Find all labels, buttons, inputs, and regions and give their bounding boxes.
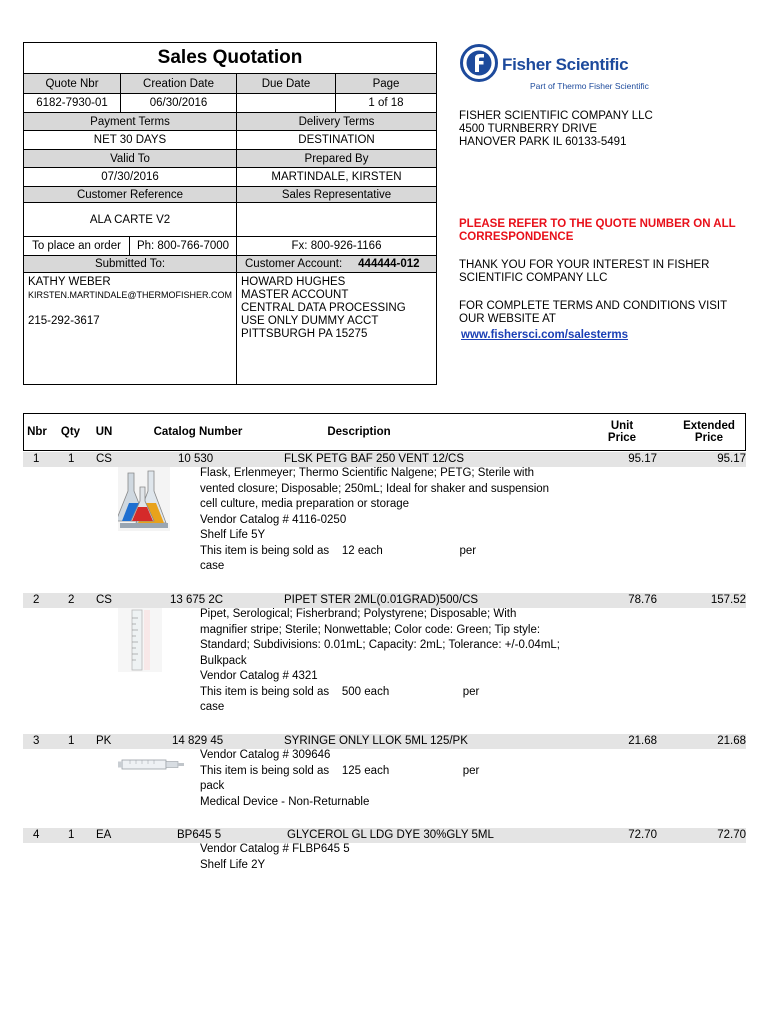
item-extended-price: 157.52	[710, 594, 746, 606]
page-value: 1 of 18	[368, 97, 404, 109]
fisher-logo-icon	[460, 44, 498, 82]
item-un: PK	[96, 735, 112, 747]
item-unit-price: 95.17	[628, 453, 657, 465]
col-unit-price	[594, 414, 650, 450]
sales-rep-value	[237, 203, 436, 236]
item-qty: 1	[68, 453, 75, 465]
delivery-terms-label: Delivery Terms	[298, 115, 375, 128]
terms-line: FOR COMPLETE TERMS AND CONDITIONS VISIT	[459, 300, 728, 312]
customer-reference-label: Customer Reference	[24, 187, 237, 202]
customer-account-value: 444444-012	[358, 258, 420, 270]
item-description	[200, 466, 549, 575]
quote-header-row	[24, 73, 436, 93]
correspondence-notice	[459, 218, 736, 244]
item-detail-line: Vendor Catalog # 4321	[200, 670, 318, 682]
item-detail-line: Vendor Catalog # FLBP645 5	[200, 843, 350, 855]
item-un: EA	[96, 829, 112, 841]
item-detail-line: magnifier stripe; Sterile; Nonwettable; Color code: Green; Tip style:	[200, 623, 541, 636]
item-title: PIPET STER 2ML(0.01GRAD)500/CS	[284, 594, 479, 606]
item-catalog: 14 829 45	[172, 735, 224, 747]
company-address-line: HANOVER PARK IL 60133-5491	[459, 136, 627, 148]
quote-nbr-value: 6182-7930-01	[24, 94, 121, 112]
col-description: Description	[327, 426, 391, 438]
notice-line: CORRESPONDENCE	[459, 231, 574, 243]
col-un: UN	[95, 426, 113, 438]
address-line: USE ONLY DUMMY ACCT	[241, 315, 379, 327]
company-address-line: FISHER SCIENTIFIC COMPANY LLC	[459, 110, 653, 122]
quote-header-box	[23, 42, 437, 385]
table-row	[23, 828, 746, 843]
contact-name: KATHY WEBER	[28, 276, 111, 288]
terms-link-wrap	[461, 329, 628, 342]
item-detail-line: cell culture, media preparation or storage	[200, 498, 410, 510]
quote-title-row	[24, 43, 436, 73]
logo-subtitle: Part of Thermo Fisher Scientific	[530, 81, 649, 91]
item-detail-line: case	[200, 701, 225, 713]
pipet-image-icon	[118, 608, 162, 672]
item-unit-price: 72.70	[628, 829, 657, 841]
item-detail-line: Shelf Life 2Y	[200, 858, 266, 871]
item-description	[200, 842, 350, 873]
contact-email: KIRSTEN.MARTINDALE@THERMOFISHER.COM	[28, 290, 232, 300]
col-nbr: Nbr	[27, 426, 47, 438]
creation-date-label: Creation Date	[121, 74, 237, 93]
table-row	[23, 593, 746, 608]
thanks-line: THANK YOU FOR YOUR INTEREST IN FISHER	[459, 259, 710, 271]
reference-values-row	[24, 202, 436, 236]
col-extended-price-line: Price	[694, 432, 724, 444]
col-extended-price-line: Extended	[683, 420, 735, 432]
item-detail-line: case	[200, 560, 225, 572]
col-unit-price-line: Price	[607, 432, 637, 444]
col-qty: Qty	[60, 426, 81, 438]
address-line: MASTER ACCOUNT	[241, 289, 349, 301]
order-label: To place an order	[24, 237, 130, 255]
valid-values-row	[24, 167, 436, 186]
thank-you-note	[459, 259, 709, 285]
creation-date-value: 06/30/2016	[121, 94, 237, 112]
contact-phone: 215-292-3617	[28, 315, 100, 327]
col-extended-price	[674, 414, 744, 450]
item-description	[200, 607, 560, 716]
item-unit-price: 21.68	[628, 735, 657, 747]
flask-image-icon	[118, 467, 170, 531]
notice-line: PLEASE REFER TO THE QUOTE NUMBER ON ALL	[459, 218, 736, 230]
prepared-by-value: MARTINDALE, KIRSTEN	[271, 171, 402, 183]
payment-terms-label: Payment Terms	[24, 113, 237, 130]
syringe-image-icon	[118, 754, 186, 774]
valid-header-row	[24, 149, 436, 167]
order-phone: Ph: 800-766-7000	[130, 237, 237, 255]
item-detail-line: Shelf Life 5Y	[200, 529, 266, 541]
item-detail-line: This item is being sold as 500 each per	[200, 685, 480, 698]
order-fax: Fx: 800-926-1166	[291, 240, 382, 252]
item-detail-line: Bulkpack	[200, 654, 247, 667]
sales-rep-label: Sales Representative	[281, 188, 392, 201]
payment-terms-value: NET 30 DAYS	[24, 131, 237, 149]
account-address-block	[237, 273, 436, 384]
item-detail-line: This item is being sold as 12 each per	[200, 544, 477, 557]
item-catalog: 10 530	[178, 453, 214, 465]
item-detail-line: Vendor Catalog # 309646	[200, 749, 331, 761]
company-address	[459, 110, 653, 149]
quote-nbr-label: Quote Nbr	[24, 74, 121, 93]
due-date-label: Due Date	[237, 74, 336, 93]
items-table-header	[23, 413, 746, 451]
item-qty: 1	[68, 829, 75, 841]
item-unit-price: 78.76	[628, 594, 657, 606]
item-detail-line: This item is being sold as 125 each per	[200, 764, 480, 777]
valid-to-label: Valid To	[24, 150, 237, 167]
company-logo	[460, 44, 750, 94]
item-title: FLSK PETG BAF 250 VENT 12/CS	[284, 453, 465, 465]
sales-terms-link[interactable]: www.fishersci.com/salesterms	[461, 329, 629, 341]
page-label: Page	[372, 77, 400, 90]
order-contact-row	[24, 236, 436, 255]
col-unit-price-line: Unit	[610, 420, 634, 432]
item-title: GLYCEROL GL LDG DYE 30%GLY 5ML	[287, 829, 494, 841]
item-extended-price: 72.70	[717, 829, 746, 841]
item-detail-line: Vendor Catalog # 4116-0250	[200, 513, 347, 526]
table-row	[23, 452, 746, 467]
item-detail-line: Pipet, Serological; Fisherbrand; Polystyrene; Disposable; With	[200, 608, 517, 620]
submitted-header-row	[24, 255, 436, 272]
terms-header-row	[24, 112, 436, 130]
item-nbr: 2	[33, 594, 40, 606]
customer-account-label: Customer Account:	[245, 258, 343, 270]
reference-header-row	[24, 186, 436, 202]
item-detail-line: pack	[200, 780, 225, 792]
delivery-terms-value: DESTINATION	[298, 134, 375, 146]
item-qty: 1	[68, 735, 75, 747]
thanks-line: SCIENTIFIC COMPANY LLC	[459, 272, 608, 284]
valid-to-value: 07/30/2016	[24, 168, 237, 186]
logo-name: Fisher Scientific	[502, 55, 629, 74]
item-detail-line: Standard; Subdivisions: 0.01mL; Capacity: 2mL; Tolerance: +/-0.04mL;	[200, 639, 560, 651]
item-detail-line: Flask, Erlenmeyer; Thermo Scientific Nalgene; PETG; Sterile with	[200, 467, 535, 479]
address-line: PITTSBURGH PA 15275	[241, 328, 368, 340]
col-catalog: Catalog Number	[153, 426, 243, 438]
submitted-body-row	[24, 272, 436, 384]
terms-line: OUR WEBSITE AT	[459, 313, 556, 325]
address-line: CENTRAL DATA PROCESSING	[241, 302, 406, 314]
item-extended-price: 95.17	[717, 453, 746, 465]
item-qty: 2	[68, 594, 75, 606]
due-date-value	[237, 94, 336, 112]
address-line: HOWARD HUGHES	[241, 276, 346, 288]
item-un: CS	[96, 594, 112, 606]
item-catalog: BP645 5	[177, 829, 222, 841]
submitted-to-label: Submitted To:	[24, 256, 237, 272]
customer-account-cell	[237, 256, 436, 272]
terms-note	[459, 300, 727, 326]
company-address-line: 4500 TURNBERRY DRIVE	[459, 123, 598, 135]
item-description	[200, 748, 479, 810]
terms-values-row	[24, 130, 436, 149]
item-title: SYRINGE ONLY LLOK 5ML 125/PK	[284, 735, 468, 747]
item-catalog: 13 675 2C	[170, 594, 224, 606]
item-nbr: 3	[33, 735, 40, 747]
table-row	[23, 734, 746, 749]
prepared-by-label: Prepared By	[304, 152, 369, 165]
item-extended-price: 21.68	[717, 735, 746, 747]
submitted-to-block	[24, 273, 237, 384]
page-title: Sales Quotation	[157, 47, 303, 68]
item-nbr: 1	[33, 453, 40, 465]
quote-values-row	[24, 93, 436, 112]
item-detail-line: vented closure; Disposable; 250mL; Ideal for shaker and suspension	[200, 482, 550, 495]
customer-reference-value: ALA CARTE V2	[24, 203, 237, 236]
item-detail-line: Medical Device - Non-Returnable	[200, 795, 370, 808]
item-nbr: 4	[33, 829, 40, 841]
item-un: CS	[96, 453, 112, 465]
